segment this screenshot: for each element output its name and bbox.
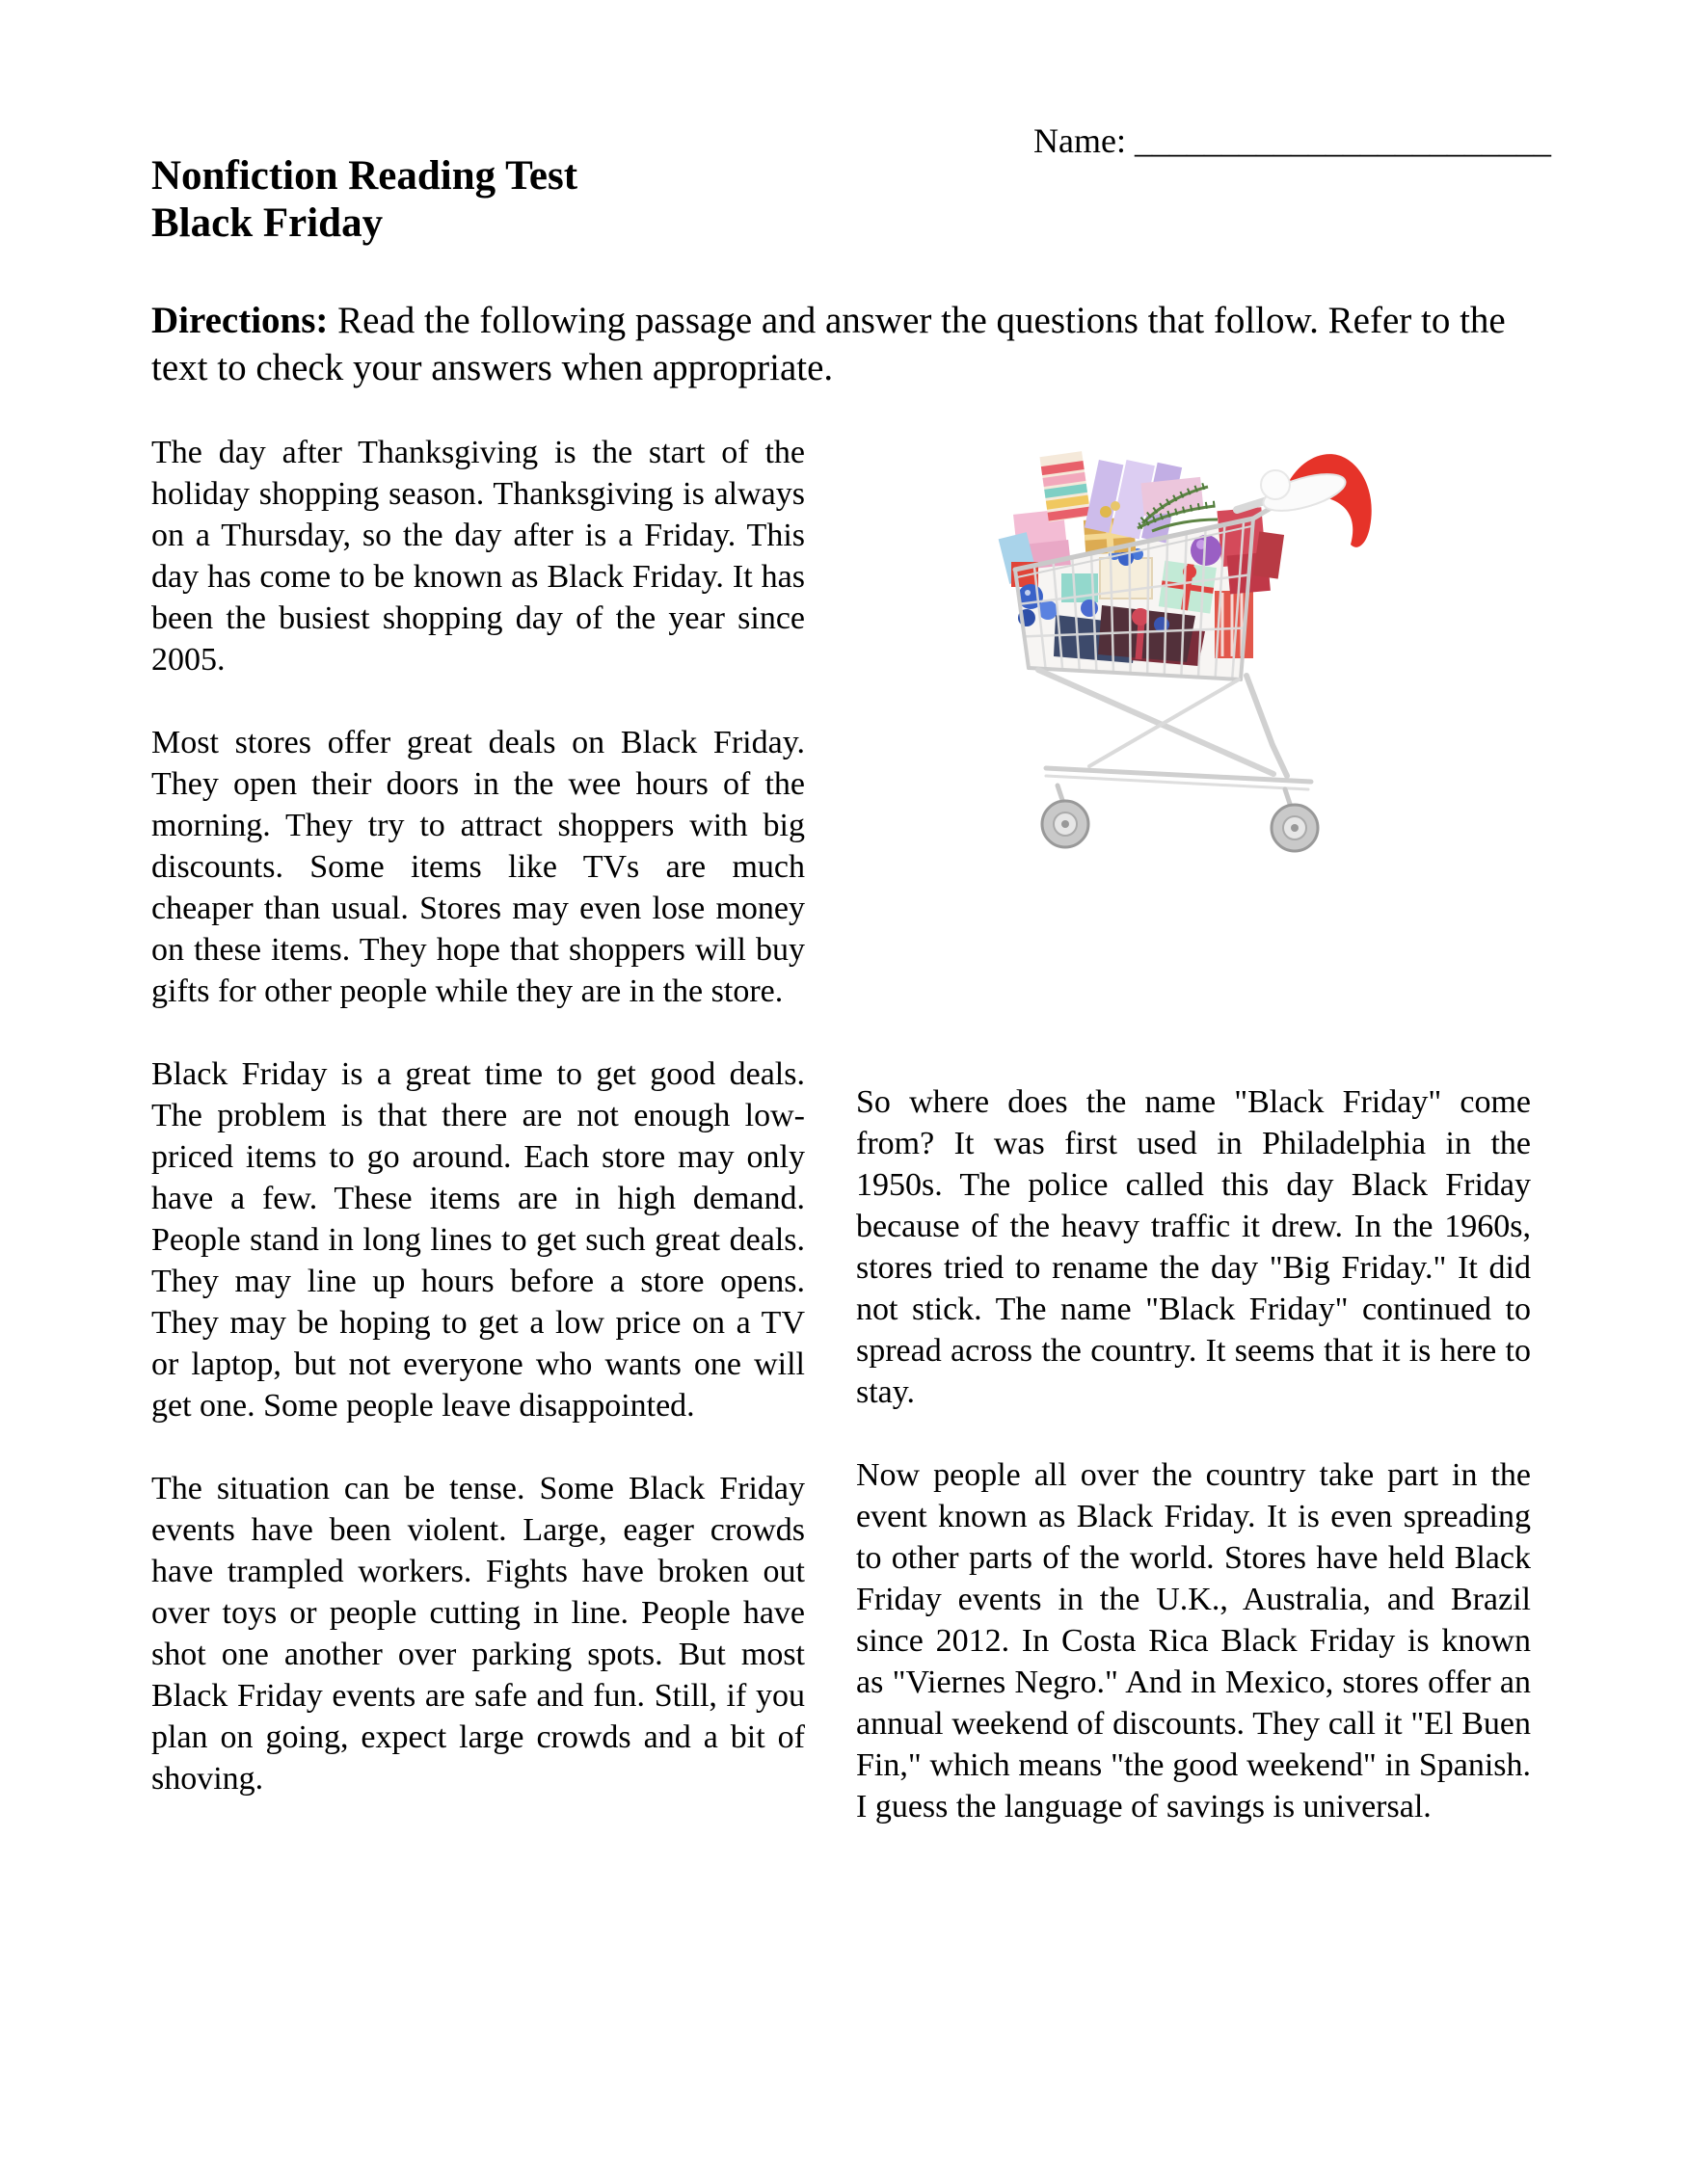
name-blank-line: ________________________ — [1134, 121, 1551, 160]
cart-wheel-front — [1042, 801, 1088, 847]
paragraph: Black Friday is a great time to get good deals. The problem is that there are not enough low-priced items to go around. Each store may only have a few. These items are in high demand. People stand in long lines to get such great deals. They may line up hours before a store opens. They may be hoping to get a low price on a TV or laptop, but not everyone who wants one will get one. Some people leave disappointed. — [151, 1056, 805, 1424]
santa-hat-icon — [1260, 454, 1372, 547]
paragraph: The situation can be tense. Some Black Friday events have been violent. Large, eager crowds have trampled workers. Fights have broken out over toys or people cutting in line. People have shot one another over parking spots. But most Black Friday events are safe and fun. Still, if you plan on going, expect large crowds and a bit of shoving. — [151, 1471, 805, 1797]
directions-label: Directions: — [151, 300, 329, 341]
cart-illustration — [998, 427, 1475, 885]
page-title — [151, 152, 577, 247]
title-line-2: Black Friday — [151, 200, 384, 246]
name-label: Name: — [1033, 121, 1126, 160]
paragraph: Most stores offer great deals on Black Friday. They open their doors in the wee hours of the morning. They try to attract shoppers with big discounts. Some items like TVs are much cheaper than usual. Stores may even lose money on these items. They hope that shoppers will buy gifts for other people while they are in the store. — [151, 725, 805, 1009]
passage-right-column — [856, 1081, 1531, 1869]
directions — [151, 297, 1544, 391]
directions-text: Read the following passage and answer the questions that follow. Refer to the text to check your answers when appropriate. — [151, 300, 1506, 388]
title-line-1: Nonfiction Reading Test — [151, 153, 578, 199]
name-row — [1033, 120, 1551, 162]
shopping-cart-gifts-graphic — [998, 427, 1475, 885]
passage-left-column — [151, 432, 805, 1841]
paragraph: Now people all over the country take part in the event known as Black Friday. It is even spreading to other parts of the world. Stores have held Black Friday events in the U.K., Australia, and Brazil since 2012. In Costa Rica Black Friday is known as "Viernes Negro." And in Mexico, stores offer an annual weekend of discounts. They call it "El Buen Fin," which means "the good weekend" in Spanish. I guess the language of savings is universal. — [856, 1457, 1531, 1824]
cart-wheel-rear — [1272, 805, 1318, 851]
paragraph: So where does the name "Black Friday" come from? It was first used in Philadelphia in the 1950s. The police called this day Black Friday because of the heavy traffic it drew. In the 1960s, stores tried to rename the day "Big Friday." It did not stick. The name "Black Friday" continued to spread across the country. It seems that it is here to stay. — [856, 1084, 1531, 1410]
chevron-gift — [1039, 451, 1090, 521]
paragraph: The day after Thanksgiving is the start of the holiday shopping season. Thanksgiving is always on a Thursday, so the day after is a Friday. This day has come to be known as Black Friday. It has been the busiest shopping day of the year since 2005. — [151, 435, 805, 678]
